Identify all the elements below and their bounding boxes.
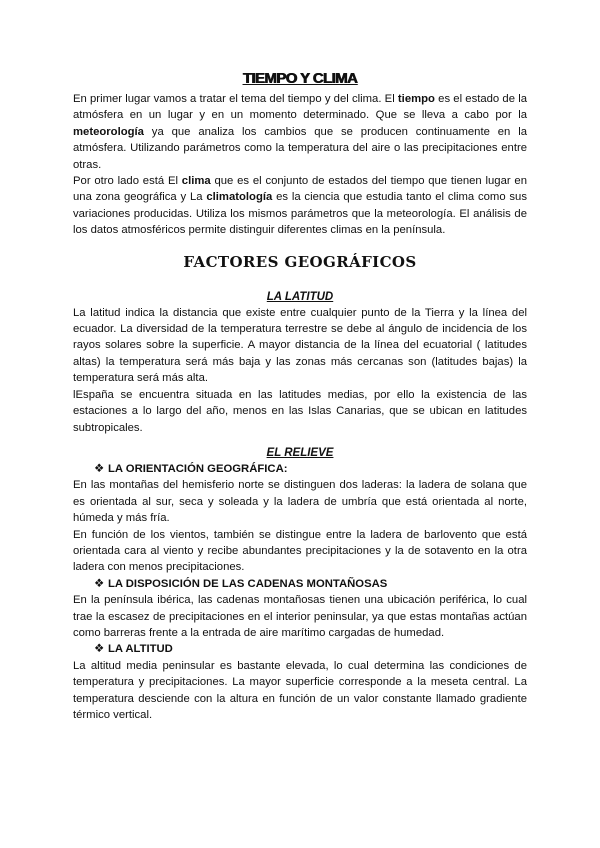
subheading-relieve: EL RELIEVE xyxy=(266,446,334,459)
intro-paragraph-2 xyxy=(73,173,527,239)
term-tiempo: tiempo xyxy=(397,93,435,105)
subheading-latitud: LA LATITUD xyxy=(266,290,334,303)
latitud-paragraph-1: La latitud indica la distancia que existe entre cualquier punto de la Tierra y la línea del ecuador. La diversidad de la temperatura terrestre se debe al ángulo de incidencia de los rayos solares sobre la superficie. A mayor distancia de la línea del ecuatorial ( latitudes altas) la temperatura será más baja y las zonas más cercanas son (latitudes bajas) la temperatura será más alta. xyxy=(73,306,527,385)
bullet-orientacion xyxy=(73,461,527,477)
bullet-altitud-label: LA ALTITUD xyxy=(108,643,173,656)
term-climatologia: climatología xyxy=(206,191,273,204)
diamond-bullet-icon: ❖ xyxy=(94,643,105,656)
orientacion-paragraph-1: En las montañas del hemisferio norte se distinguen dos laderas: la ladera de solana que es orientada al sur, seca y soleada y la ladera de umbría que está orientada al norte, húmeda y más fría. xyxy=(73,479,527,525)
diamond-bullet-icon: ❖ xyxy=(94,462,105,475)
intro-p1-text-e: ya que analiza los cambios que se producen continuamente en la atmósfera. Utilizando parámetros como la temperatura del aire o las precipitaciones entre otras. xyxy=(73,125,527,171)
intro-p1-text-a: En primer lugar vamos a tratar el tema del tiempo y del clima. El xyxy=(73,93,398,105)
disposicion-paragraph-1: En la península ibérica, las cadenas montañosas tienen una ubicación periférica, lo cual trae la escasez de precipitaciones en el interior peninsular, ya que estas montañas actúan como barreras frente a la entrada de aire marítimo cargadas de humedad. xyxy=(73,594,527,639)
bullet-disposicion-label: LA DISPOSICIÓN DE LAS CADENAS MONTAÑOSAS xyxy=(108,577,388,590)
bullet-altitud xyxy=(73,641,527,657)
diamond-bullet-icon: ❖ xyxy=(94,577,105,590)
intro-p2-text-a: Por otro lado está El xyxy=(73,175,182,188)
intro-paragraph-1 xyxy=(73,91,527,173)
intro-p1-text-c: es el estado de la atmósfera en un lugar y en un momento determinado. Que se lleva a cabo por la xyxy=(73,93,527,122)
altitud-paragraph-1: La altitud media peninsular es bastante elevada, lo cual determina las condiciones de temperatura y precipitaciones. La mayor superficie corresponde a la meseta central. La temperatura desciende con la altura en función de un valor constante llamado gradiente térmico vertical. xyxy=(73,659,527,721)
intro-p2-text-e: es la ciencia que estudia tanto el clima como sus variaciones producidas. Utiliza los mismos parámetros que la meteorología. El análisis de los datos atmosféricos permite distinguir diferentes climas en la península. xyxy=(73,191,527,237)
section-heading-factores: FACTORES GEOGRÁFICOS xyxy=(183,252,417,271)
term-clima: clima xyxy=(181,175,211,188)
bullet-disposicion xyxy=(73,576,527,592)
document-content xyxy=(73,70,527,723)
intro-p2-text-c: que es el conjunto de estados del tiempo que tienen lugar en una zona geográfica y La xyxy=(73,175,527,204)
page-title: TIEMPO Y CLIMA xyxy=(242,70,358,87)
term-meteorologia: meteorología xyxy=(73,125,144,138)
bullet-orientacion-label: LA ORIENTACIÓN GEOGRÁFICA: xyxy=(108,462,288,475)
latitud-paragraph-2: lEspaña se encuentra situada en las latitudes medias, por ello la existencia de las estaciones a lo largo del año, menos en las Islas Canarias, que se ubican en latitudes subtropicales. xyxy=(73,388,527,434)
orientacion-paragraph-2: En función de los vientos, también se distingue entre la ladera de barlovento que está orientada cara al viento y recibe abundantes precipitaciones y la de sotavento en la otra ladera con menos precipitaciones. xyxy=(73,528,527,574)
